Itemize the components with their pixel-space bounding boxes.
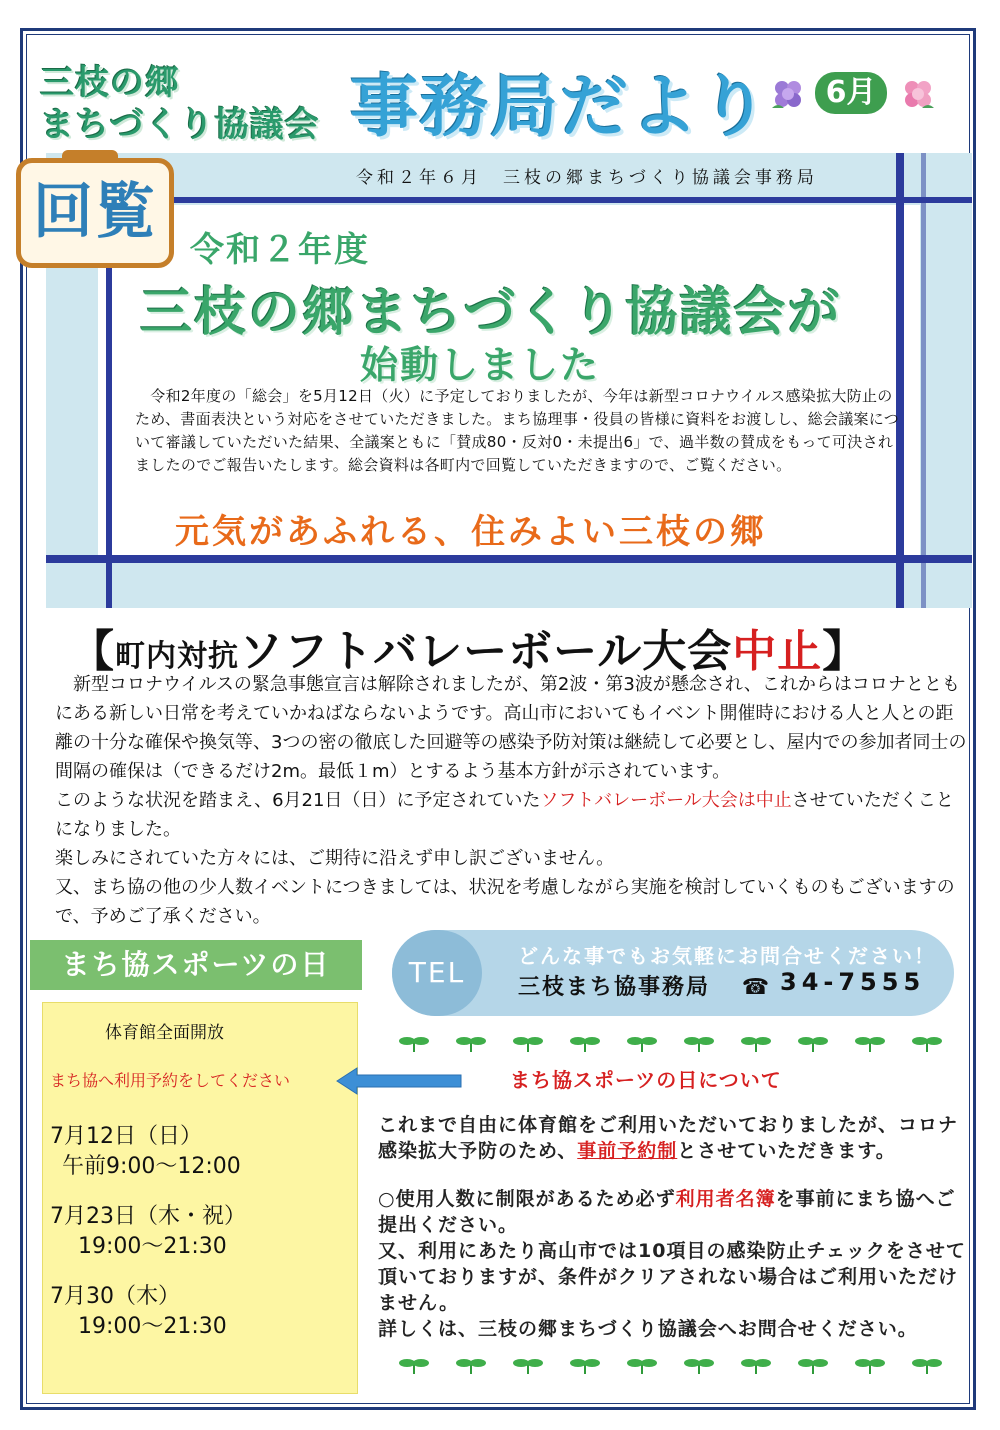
sprout-icon: [741, 1037, 771, 1052]
hydrangea-right-icon: [898, 74, 938, 114]
schedule-item: 7月23日（木・祝） 19:00～21:30: [50, 1204, 246, 1259]
about-sports-day-body: [378, 1112, 968, 1342]
bracket-open: 【: [70, 626, 115, 677]
month-badge: 6月: [815, 72, 887, 114]
notice-paragraph-4: 又、まち協の他の少人数イベントにつきましては、状況を考慮しながら実施を検討していくものもございますので、予めご了承ください。: [55, 877, 955, 927]
sprout-icon: [570, 1359, 600, 1374]
volleyball-notice: [55, 670, 970, 931]
notice-paragraph-2: このような状況を踏まえ、6月21日（日）に予定されていたソフトバレーボール大会は中止させていただくことになりました。: [55, 790, 954, 840]
newsletter-title: 事務局だより: [350, 68, 771, 147]
sprout-icon: [456, 1037, 486, 1052]
kairan-stamp: 回覧: [16, 158, 174, 268]
sprout-icon: [855, 1037, 885, 1052]
organization-name: [40, 62, 320, 146]
sprout-icon: [399, 1359, 429, 1374]
contact-invitation: どんな事でもお気軽にお問合せください！: [518, 944, 936, 968]
notice-paragraph-3: 楽しみにされていた方々には、ご期待に沿えず申し訳ございません。: [55, 848, 615, 869]
sprout-icon: [912, 1037, 942, 1052]
about-line-1: これまで自由に体育館をご利用いただいておりましたが、コロナ感染拡大予防のため、事前予約制とさせていただきます。: [378, 1114, 959, 1162]
sprout-icon: [513, 1037, 543, 1052]
heading-cancelled: 中止: [732, 626, 823, 677]
sprout-icon: [627, 1037, 657, 1052]
fiscal-year: 令和２年度: [190, 230, 370, 270]
heading-prefix: 町内対抗: [115, 639, 239, 674]
left-arrow-icon: [335, 1066, 463, 1096]
contact-phone-number[interactable]: 34-7555: [780, 968, 926, 996]
phone-icon: ☎: [741, 975, 772, 1000]
gym-open-label: 体育館全面開放: [105, 1023, 224, 1043]
general-meeting-report: 令和2年度の「総会」を5月12日（火）に予定しておりましたが、今年は新型コロナウイルス感染拡大防止のため、書面表決という対応をさせていただきました。まち協理事・役員の皆様に資料をお渡しし、総会議案について審議していただいた結果、全議案ともに「賛成80・反対0・未提出6」で、過半数の賛成をもって可決されましたのでご報告いたします。総会資料は各町内で回覧していただきますので、ご覧ください。: [135, 387, 900, 474]
about-line-3: 又、利用にあたり高山市では10項目の感染防止チェックをさせて頂いておりますが、条件がクリアされない場合はご利用いただけません。: [378, 1240, 966, 1314]
org-line-1: 三枝の郷: [40, 63, 180, 103]
sprout-icon: [399, 1037, 429, 1052]
about-line-2: ○使用人数に制限があるため必ず利用者名簿を事前にまち協へご提出ください。: [378, 1188, 956, 1236]
reservation-notice: まち協へ利用予約をしてください: [50, 1071, 291, 1090]
bracket-close: 】: [822, 626, 868, 677]
sprout-icon: [456, 1359, 486, 1374]
schedule-item: 7月12日（日） 午前9:00～12:00: [50, 1124, 241, 1179]
about-sports-day-title: まち協スポーツの日について: [510, 1068, 782, 1092]
heading-event: ソフトバレーボール大会: [239, 626, 733, 677]
sprout-icon: [741, 1359, 771, 1374]
sprout-icon: [684, 1359, 714, 1374]
sprout-icon: [855, 1359, 885, 1374]
org-line-2: まちづくり協議会: [40, 105, 320, 145]
sprout-row-top-icon: [390, 1030, 960, 1054]
schedule-item: 7月30（木） 19:00～21:30: [50, 1284, 227, 1339]
slogan: 元気があふれる、住みよい三枝の郷: [175, 512, 767, 552]
contact-office: 三枝まち協事務局 ☎: [518, 975, 772, 1000]
about-line-4: 詳しくは、三枝の郷まちづくり協議会へお問合せください。: [378, 1318, 918, 1340]
hydrangea-left-icon: [768, 74, 808, 114]
issue-date: 令和２年６月 三枝の郷まちづくり協議会事務局: [356, 168, 818, 188]
sprout-icon: [513, 1359, 543, 1374]
sprout-icon: [627, 1359, 657, 1374]
notice-paragraph-1: 新型コロナウイルスの緊急事態宣言は解除されましたが、第2波・第3波が懸念され、これからはコロナとともにある新しい日常を考えていかねばならないようです。高山市においてもイベント開催時における人と人との距離の十分な確保や換気等、3つの密の徹底した回避等の感染予防対策は継続して必要とし、屋内での参加者同士の間隔の確保は（できるだけ2m。最低１m）とするよう基本方針が示されています。: [55, 674, 967, 782]
sprout-icon: [684, 1037, 714, 1052]
sprout-icon: [912, 1359, 942, 1374]
sports-day-tag: まち協スポーツの日: [30, 940, 362, 990]
sprout-row-bottom-icon: [390, 1352, 960, 1376]
cancel-highlight: ソフトバレーボール大会は中止: [540, 790, 792, 811]
section1-headline: 三枝の郷まちづくり協議会が: [140, 283, 842, 343]
section1-subheadline: 始動しました: [360, 343, 601, 387]
sprout-icon: [798, 1037, 828, 1052]
roster-highlight: 利用者名簿: [675, 1188, 776, 1210]
sprout-icon: [570, 1037, 600, 1052]
advance-reservation-highlight: 事前予約制: [577, 1140, 678, 1162]
tel-badge: TEL: [392, 930, 482, 1016]
sprout-icon: [798, 1359, 828, 1374]
schedule-dates: [50, 1122, 246, 1362]
